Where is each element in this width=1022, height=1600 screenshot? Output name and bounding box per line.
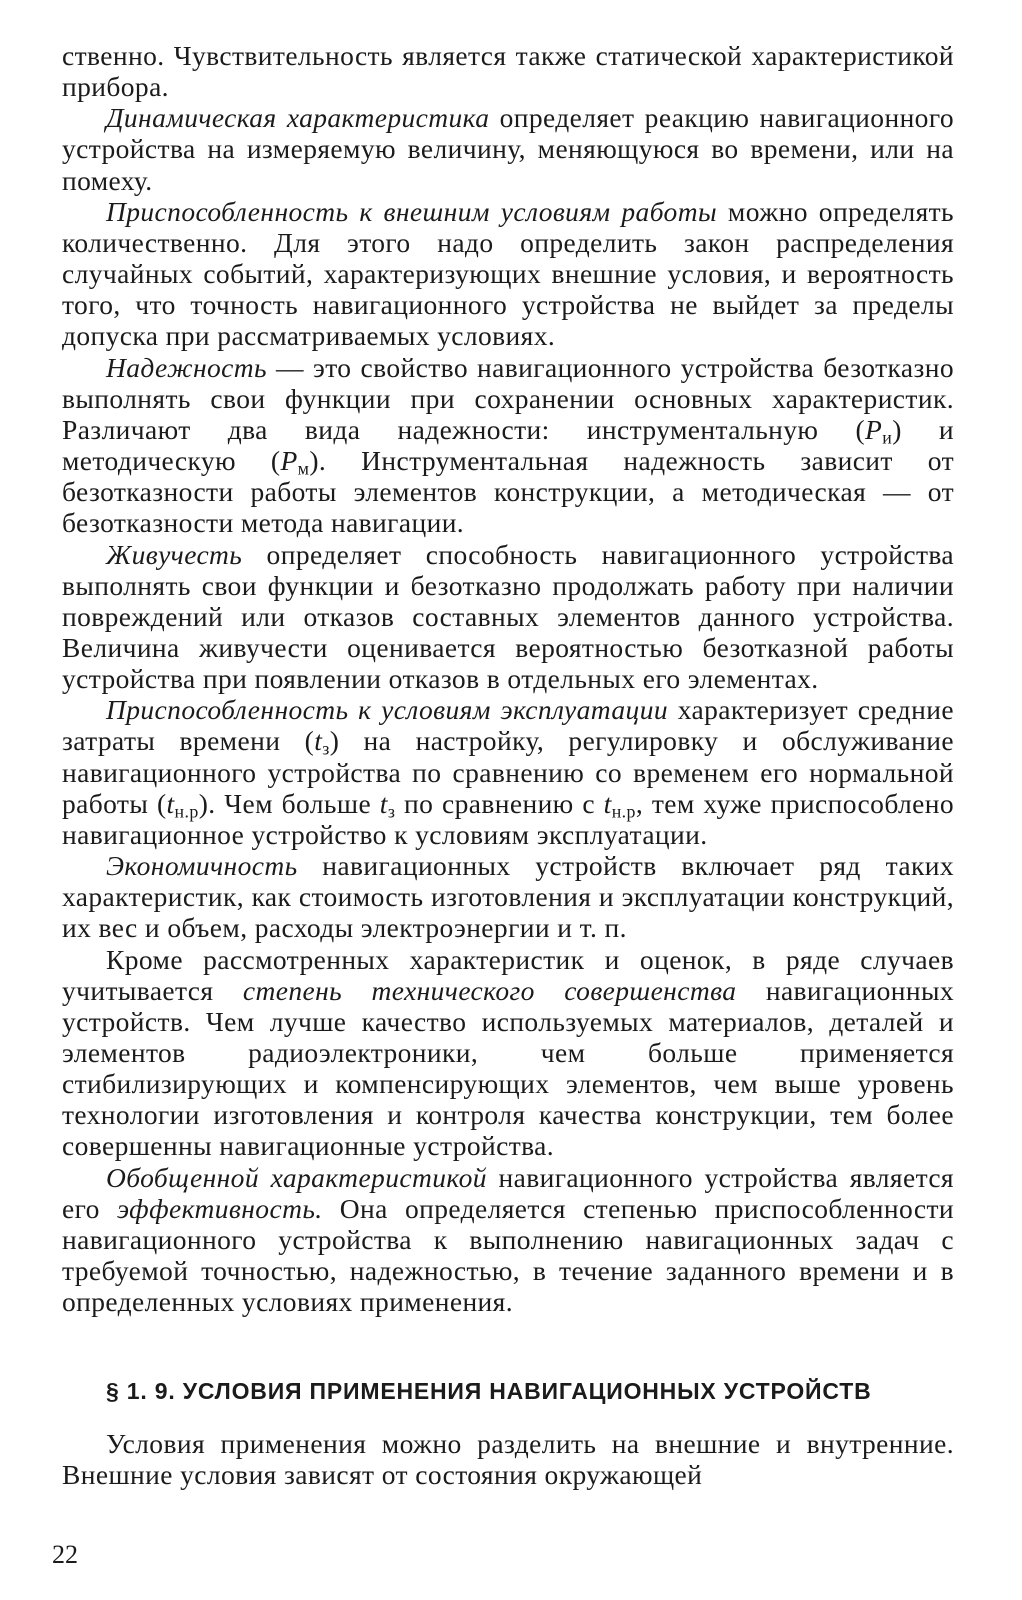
math-subscript: и	[882, 427, 893, 448]
paragraph-text: ). Инструментальная надежность зависит от безотказности работы элементов конструкции, а методическая — от безотказности метода навигации.	[62, 445, 954, 539]
term-italic: Динамическая характеристика	[106, 102, 490, 134]
math-subscript: н.р	[174, 801, 199, 822]
paragraph-text: характеризует средние затраты времени (	[62, 694, 954, 757]
paragraph-text: Она определяется степенью приспособленности навигационного устройства к выполнению навигационных задач с требуемой точностью, надежностью, в течение заданного времени и в определенных условиях применения.	[62, 1192, 955, 1318]
page-number: 22	[52, 1540, 78, 1569]
body-text	[62, 40, 954, 1317]
paragraph-text: — это свойство навигационного устройства безотказно выполнять свои функции при сохранении основных характеристик. Различают два вида надежности: инструментальную (	[62, 351, 954, 445]
paragraph-usage-conditions	[62, 1428, 954, 1490]
paragraph-text: , тем хуже приспособлено навигационное устройство к условиям эксплуатации.	[62, 787, 955, 850]
term-italic: степень технического совершенства	[242, 974, 737, 1006]
paragraph-reliability	[62, 352, 954, 539]
paragraph-economy	[62, 850, 954, 943]
paragraph-technical-perfection	[62, 944, 954, 1162]
math-subscript: м	[297, 458, 310, 479]
paragraph-text: ) на настройку, регулировку и обслуживание навигационного устройства по сравнению со временем его нормальной работы (	[62, 725, 954, 819]
paragraph-text: навигационных устройств. Чем лучше качество используемых материалов, деталей и элементов радиоэлектроники, чем больше применяется стибилизирующих и компенсирующих элементов, чем выше уровень технологии изготовления и контроля качества конструкции, тем более совершенны навигационные устройства.	[62, 974, 954, 1162]
term-italic: Надежность	[106, 351, 267, 383]
paragraph-survivability	[62, 539, 954, 695]
paragraph-text: можно определять количественно. Для этого надо определить закон распределения случайных событий, характеризующих внешние условия, и вероятность того, что точность навигационного устройства не выйдет за пределы допуска при рассматриваемых условиях.	[62, 195, 954, 352]
paragraph-text: навигационных устройств включает ряд таких характеристик, как стоимость изготовления и эксплуатации конструкций, их вес и объем, расходы электроэнергии и т. п.	[62, 850, 954, 944]
term-italic: Экономичность	[106, 850, 298, 882]
math-variable: P	[865, 413, 883, 445]
paragraph-text: ственно. Чувствительность является также статической характеристикой прибора.	[62, 40, 954, 103]
math-variable: t	[314, 725, 323, 757]
term-italic: Живучесть	[106, 538, 243, 570]
term-italic: Приспособленность к условиям эксплуатации	[106, 694, 668, 726]
term-italic: Обобщенной характеристикой	[106, 1161, 487, 1193]
paragraph-adaptability-external	[62, 196, 954, 352]
paragraph-text: определяет способность навигационного устройства выполнять свои функции и безотказно продолжать работу при наличии повреждений или отказов составных элементов данного устройства. Величина живучести оценивается вероятностью безотказной работы устройства при появлении отказов в отдельных его элементах.	[62, 538, 954, 695]
section-heading: § 1. 9. УСЛОВИЯ ПРИМЕНЕНИЯ НАВИГАЦИОННЫХ УСТРОЙСТВ	[106, 1378, 872, 1404]
paragraph-text: навигационного устройства является его	[62, 1161, 954, 1224]
paragraph-text: Кроме рассмотренных характеристик и оценок, в ряде случаев учитывается	[62, 943, 954, 1006]
math-variable: t	[603, 787, 612, 819]
paragraph-text: Условия применения можно разделить на внешние и внутренние. Внешние условия зависят от состояния окружающей	[62, 1428, 954, 1491]
math-subscript: з	[387, 801, 396, 822]
math-subscript: з	[322, 738, 330, 759]
paragraph-text: ) и методическую (	[62, 413, 954, 477]
math-variable: P	[280, 445, 298, 477]
paragraph-continuation	[62, 40, 954, 102]
paragraph-dynamic-characteristic	[62, 102, 954, 195]
term-italic: эффективность.	[117, 1192, 323, 1224]
paragraph-text: ). Чем больше	[198, 787, 380, 819]
tail-text	[62, 1428, 954, 1490]
paragraph-text: по сравнению с	[395, 787, 604, 819]
math-variable: t	[379, 787, 388, 819]
math-subscript: н.р	[611, 801, 636, 822]
paragraph-text: определяет реакцию навигационного устройства на измеряемую величину, меняющуюся во времени, или на помеху.	[62, 102, 954, 196]
paragraph-adaptability-operation	[62, 694, 954, 850]
paragraph-effectiveness	[62, 1162, 954, 1318]
term-italic: Приспособленность к внешним условиям работы	[106, 195, 717, 227]
math-variable: t	[166, 787, 175, 819]
